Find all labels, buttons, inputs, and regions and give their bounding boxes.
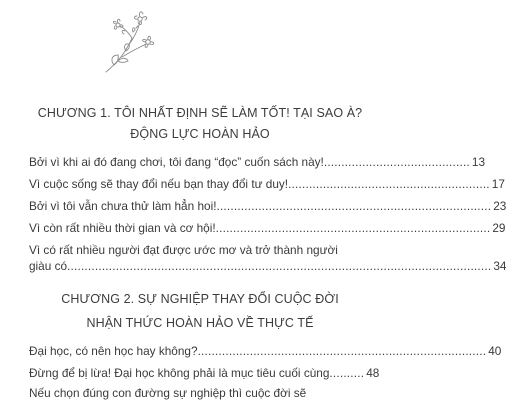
flower-sprig-icon — [100, 8, 162, 76]
toc-entry[interactable] — [29, 221, 506, 235]
toc-entry[interactable] — [29, 199, 506, 213]
toc-entry[interactable] — [29, 177, 505, 191]
toc-entry-text[interactable]: Nếu chọn đúng con đường sự nghiệp thì cuộc đời sẽ — [29, 386, 307, 400]
chapter-2-subtitle: NHẬN THỨC HOÀN HẢO VỀ THỰC TẾ — [86, 316, 314, 330]
toc-leader-dots: .......................................................................................................................... — [67, 259, 492, 273]
toc-page-number: 23 — [493, 199, 506, 213]
toc-entry-text: Đừng để bị lừa! Đại học không phải là mục tiêu cuối cùng — [29, 366, 330, 380]
chapter-2-title: CHƯƠNG 2. SỰ NGHIỆP THAY ĐỔI CUỘC ĐỜI — [61, 292, 339, 306]
toc-leader-dots: ................................................................................... — [197, 344, 487, 358]
toc-entry-text: Vì cuộc sống sẽ thay đổi nếu bạn thay đổi tư duy! — [29, 177, 289, 191]
toc-page-number: 29 — [492, 221, 506, 235]
toc-entry-text: Đại học, có nên học hay không? — [29, 344, 198, 358]
chapter-1-title: CHƯƠNG 1. TÔI NHẤT ĐỊNH SẼ LÀM TỐT! TẠI SAO À? — [37, 106, 363, 120]
toc-entry-text: Bởi vì khi ai đó đang chơi, tôi đang “đọc” cuốn sách này! — [29, 155, 324, 169]
toc-leader-dots: .......................................... — [323, 155, 470, 169]
toc-page-number: 48 — [366, 366, 380, 380]
toc-entry-text: Bởi vì tôi vẫn chưa thử làm hẳn hoi! — [29, 199, 217, 213]
toc-entry[interactable] — [29, 155, 486, 169]
toc-entry-text: giàu có — [29, 259, 68, 273]
toc-leader-dots: .......................................................... — [288, 177, 490, 191]
toc-entry-text: Vì còn rất nhiều thời gian và cơ hội! — [29, 221, 216, 235]
toc-entry[interactable] — [29, 366, 380, 380]
toc-leader-dots: .......... — [329, 366, 365, 380]
toc-entry[interactable] — [29, 259, 506, 273]
toc-entry-text[interactable]: Vì có rất nhiều người đạt được ước mơ và trở thành người — [29, 243, 338, 257]
toc-entry[interactable] — [29, 344, 502, 358]
toc-leader-dots: ............................................................................... — [216, 199, 492, 213]
toc-page-number: 40 — [488, 344, 502, 358]
toc-page-number: 17 — [491, 177, 505, 191]
toc-page-number: 34 — [493, 259, 506, 273]
toc-page-number: 13 — [471, 155, 486, 169]
chapter-1-subtitle: ĐỘNG LỰC HOÀN HẢO — [130, 127, 270, 141]
toc-leader-dots: ............................................................................... — [215, 221, 491, 235]
